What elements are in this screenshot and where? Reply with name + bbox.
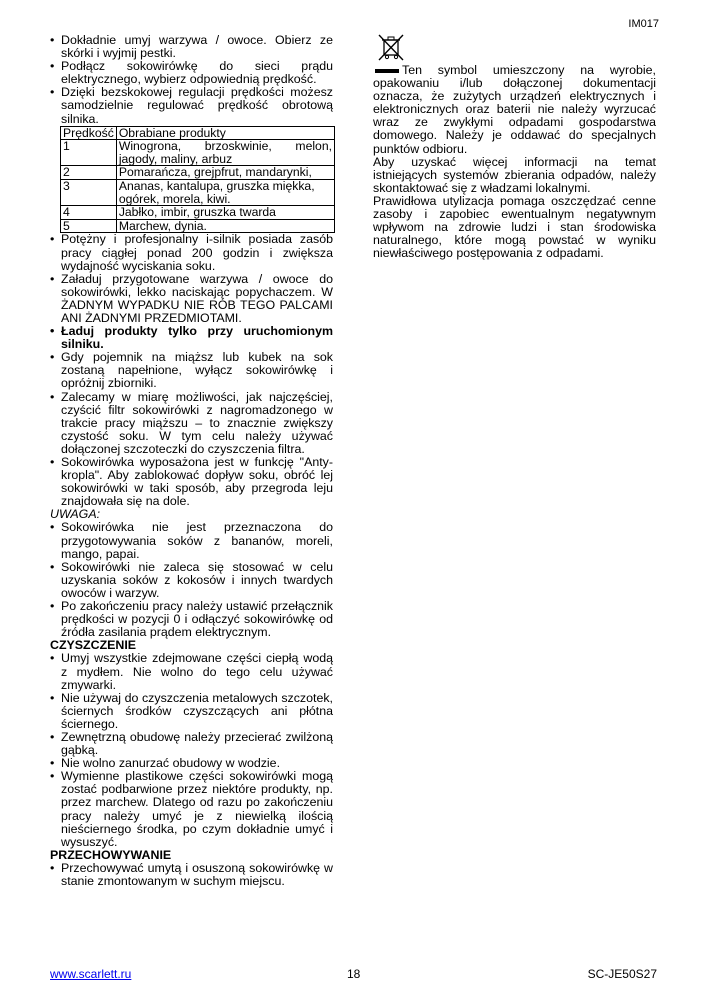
info-paragraph: Aby uzyskać więcej informacji na temat istniejących systemów zbierania odpadów, należy skontaktować się z władzami lokalnymi.	[373, 154, 656, 195]
table-cell: 1	[61, 140, 117, 166]
instructions-list-a	[50, 34, 333, 126]
list-item: • Wymienne plastikowe części sokowirówki mogą zostać podbarwione przez niektóre produkty, np. przez marchew. Dlatego od razu po zakończeniu pracy należy umyć je z niewielką ilością nieściernego środka, po czym dokładnie umyć i wysuszyć.	[50, 770, 333, 849]
list-item: • Sokowirówka wyposażona jest w funkcję "Anty-kropla". Aby zablokować dopływ soku, obróć lej sokowirówki w taki sposób, aby przegroda leju znajdowała się na dole.	[50, 456, 333, 508]
cleaning-heading: CZYSZCZENIE	[50, 638, 137, 653]
table-cell: Pomarańcza, grejpfrut, mandarynki,	[116, 166, 334, 180]
list-item: • Załaduj przygotowane warzywa / owoce do sokowirówki, lekko naciskając popychaczem. W ŻADNYM WYPADKU NIE RÓB TEGO PALCAMI ANI ŻADNYMI PRZEDMIOTAMI.	[50, 273, 333, 325]
list-item: • Po zakończeniu pracy należy ustawić przełącznik prędkości w pozycji 0 i odłączyć sokowirówkę od źródła zasilania prądem elektrycznym.	[50, 600, 333, 639]
weee-paragraph: Ten symbol umieszczony na wyrobie, opakowaniu i/lub dołączonej dokumentacji oznacza, że zużytych urządzeń elektrycznych i elektronicznych oraz baterii nie należy wyrzucać wraz ze zwykłymi odpadami gospodarstwa domowego. Należy je oddawać do specjalnych punktów odbioru.	[373, 63, 656, 156]
list-item: • Potężny i profesjonalny i-silnik posiada zasób pracy ciągłej ponad 200 godzin i zwiększa wydajność wyciskania soku.	[50, 233, 333, 272]
table-row	[61, 140, 335, 166]
list-item: • Zewnętrzną obudowę należy przecierać zwilżoną gąbką.	[50, 731, 333, 757]
warning-label: UWAGA:	[50, 507, 101, 522]
table-cell: Jabłko, imbir, gruszka twarda	[116, 206, 334, 220]
table-row	[61, 166, 335, 180]
list-item: • Umyj wszystkie zdejmowane części ciepłą wodą z mydłem. Nie wolno do tego celu używać zmywarki.	[50, 652, 333, 691]
table-cell: Marchew, dynia.	[116, 219, 334, 233]
list-item: • Nie wolno zanurzać obudowy w wodzie.	[50, 757, 333, 770]
crossed-bin-icon	[373, 34, 656, 64]
speed-table	[60, 126, 335, 234]
table-header-speed: Prędkość	[61, 126, 117, 140]
weee-bar-icon	[375, 69, 399, 73]
table-cell: Ananas, kantalupa, gruszka miękka, ogórek, morela, kiwi.	[116, 180, 334, 206]
disposal-paragraph: Prawidłowa utylizacja pomaga oszczędzać cenne zasoby i zapobiec ewentualnym negatywnym wpływom na zdrowie ludzi i stan środowiska naturalnego, które mogą powstać w wyniku niewłaściwego postępowania z odpadami.	[373, 193, 656, 261]
table-cell: Winogrona, brzoskwinie, melon, jagody, maliny, arbuz	[116, 140, 334, 166]
left-column	[50, 34, 333, 888]
model-number: SC-JE50S27	[587, 967, 657, 981]
table-cell: 5	[61, 219, 117, 233]
table-cell: 4	[61, 206, 117, 220]
storage-list	[50, 862, 333, 888]
website-link[interactable]: www.scarlett.ru	[50, 967, 132, 981]
table-row	[61, 206, 335, 220]
warning-list	[50, 521, 333, 639]
table-row	[61, 219, 335, 233]
table-cell: 3	[61, 180, 117, 206]
instructions-list-b	[50, 233, 333, 508]
table-header-row	[61, 126, 335, 140]
document-code: IM017	[628, 18, 659, 30]
list-item-bold: • Ładuj produkty tylko przy uruchomionym silniku.	[50, 325, 333, 351]
right-column	[373, 34, 656, 260]
list-item: • Gdy pojemnik na miąższ lub kubek na sok zostaną napełnione, wyłącz sokowirówkę i opróżnij zbiorniki.	[50, 351, 333, 390]
list-item: • Sokowirówka nie jest przeznaczona do przygotowywania soków z bananów, moreli, mango, papai.	[50, 521, 333, 560]
cleaning-list	[50, 652, 333, 848]
list-item: • Przechowywać umytą i osuszoną sokowirówkę w stanie zmontowanym w suchym miejscu.	[50, 862, 333, 888]
list-item: • Podłącz sokowirówkę do sieci prądu elektrycznego, wybierz odpowiednią prędkość.	[50, 60, 333, 86]
storage-heading: PRZECHOWYWANIE	[50, 847, 172, 862]
list-item: • Dzięki bezskokowej regulacji prędkości możesz samodzielnie regulować prędkość obrotową silnika.	[50, 86, 333, 125]
table-header-products: Obrabiane produkty	[116, 126, 334, 140]
table-row	[61, 180, 335, 206]
page-number: 18	[347, 967, 361, 981]
list-item: • Sokowirówki nie zaleca się stosować w celu uzyskania soków z kokosów i innych twardych owoców i warzyw.	[50, 561, 333, 600]
list-item: • Zalecamy w miarę możliwości, jak najczęściej, czyścić filtr sokowirówki z nagromadzonego w trakcie pracy miąższu – to znacznie zwiększy czystość soku. W tym celu należy używać dołączonej szczoteczki do czyszczenia filtra.	[50, 391, 333, 456]
table-cell: 2	[61, 166, 117, 180]
list-item: • Nie używaj do czyszczenia metalowych szczotek, ściernych środków czyszczących ani płótna ściernego.	[50, 692, 333, 731]
list-item: • Dokładnie umyj warzywa / owoce. Obierz ze skórki i wyjmij pestki.	[50, 34, 333, 60]
